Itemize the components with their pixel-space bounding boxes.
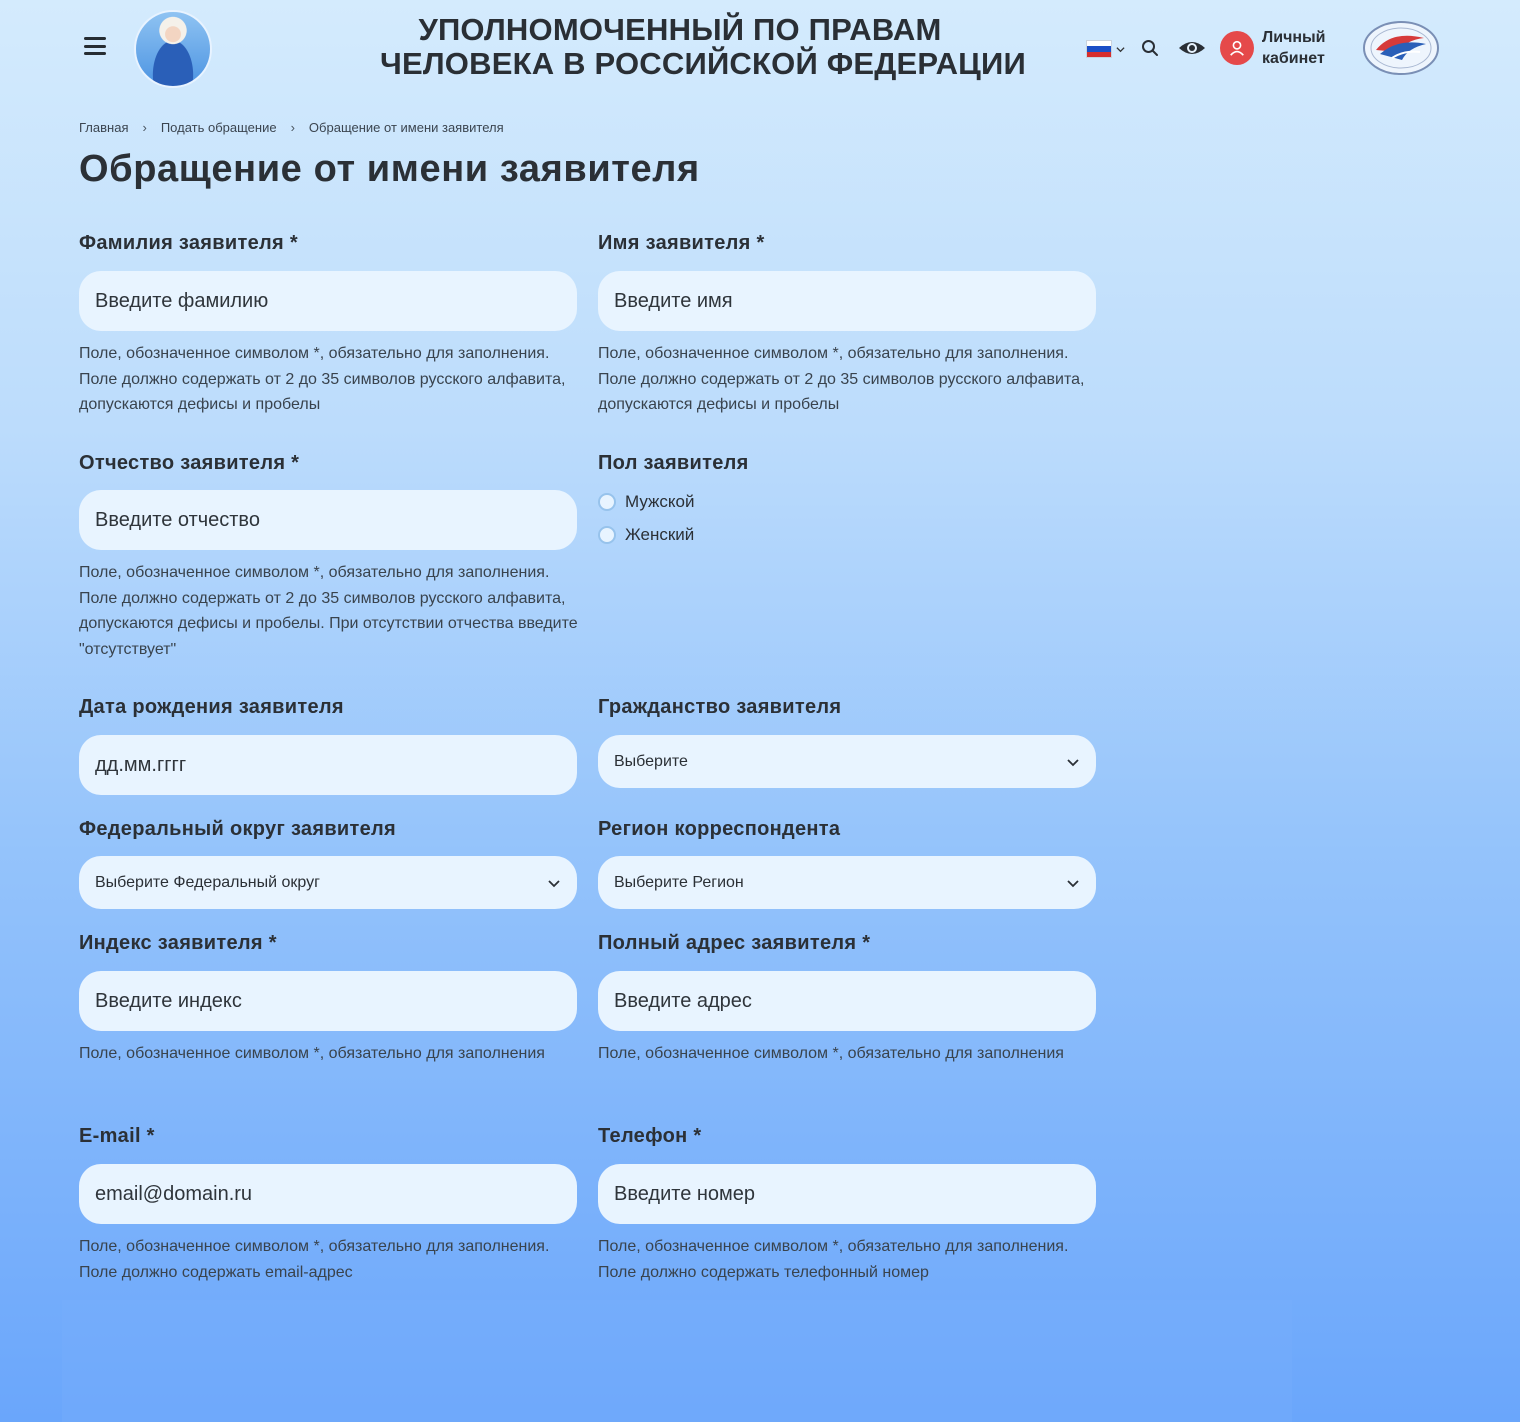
ombudsman-photo[interactable] [134, 10, 212, 88]
breadcrumb-home[interactable]: Главная [79, 120, 129, 135]
gender-radio-female[interactable] [598, 525, 694, 545]
index-hint: Поле, обозначенное символом *, обязательно для заполнения [79, 1045, 545, 1062]
cabinet-line1: Личный [1262, 29, 1326, 46]
chevron-right-icon: › [142, 120, 147, 135]
email-hint: Поле, обозначенное символом *, обязательно для заполнения. Поле должно содержать email-адрес [79, 1238, 550, 1281]
index-input[interactable] [79, 971, 577, 1031]
surname-hint: Поле, обозначенное символом *, обязательно для заполнения. Поле должно содержать от 2 до 35 символов русского алфавита, допускаются дефисы и пробелы [79, 345, 566, 414]
name-hint: Поле, обозначенное символом *, обязательно для заполнения. Поле должно содержать от 2 до 35 символов русского алфавита, допускаются дефисы и пробелы [598, 345, 1085, 414]
district-selected: Выберите Федеральный округ [95, 873, 320, 891]
district-label: Федеральный округ заявителя [79, 818, 397, 840]
personal-cabinet-link[interactable] [1220, 28, 1326, 68]
patronymic-hint: Поле, обозначенное символом *, обязательно для заполнения. Поле должно содержать от 2 до 35 символов русского алфавита, допускаются дефисы и пробелы. При отсутствии отчества введите "отсутствует" [79, 564, 578, 659]
flag-russia-icon[interactable] [1086, 40, 1112, 58]
region-label: Регион корреспондента [598, 818, 841, 840]
breadcrumb [79, 120, 504, 135]
breadcrumb-current: Обращение от имени заявителя [308, 120, 504, 135]
chevron-down-icon [1066, 876, 1080, 890]
citizenship-label: Гражданство заявителя [598, 696, 842, 718]
menu-icon[interactable] [84, 37, 106, 55]
form-footer-area [62, 1300, 1292, 1422]
district-select[interactable] [79, 856, 577, 909]
chevron-right-icon: › [290, 120, 295, 135]
email-input[interactable] [79, 1164, 577, 1224]
patronymic-input[interactable] [79, 490, 577, 550]
surname-input[interactable] [79, 271, 577, 331]
address-label: Полный адрес заявителя * [598, 932, 871, 954]
birthdate-input[interactable] [79, 735, 577, 795]
user-icon [1220, 31, 1254, 65]
birthdate-label: Дата рождения заявителя [79, 696, 344, 718]
page-title: Обращение от имени заявителя [79, 148, 700, 190]
address-input[interactable] [598, 971, 1096, 1031]
index-label: Индекс заявителя * [79, 932, 277, 954]
citizenship-selected: Выберите [614, 752, 688, 770]
site-title[interactable] [380, 12, 1026, 81]
emblem-logo[interactable] [1362, 20, 1440, 76]
chevron-down-icon [1066, 755, 1080, 769]
cabinet-line2: кабинет [1262, 50, 1325, 67]
gender-label: Пол заявителя [598, 452, 749, 474]
gender-male-label: Мужской [625, 492, 695, 511]
site-title-line1: УПОЛНОМОЧЕННЫЙ ПО ПРАВАМ [418, 12, 942, 47]
personal-cabinet-label [1262, 27, 1326, 69]
gender-radio-male[interactable] [598, 492, 695, 512]
surname-label: Фамилия заявителя * [79, 232, 298, 254]
radio-circle[interactable] [598, 526, 616, 544]
gender-female-label: Женский [625, 525, 695, 544]
address-hint: Поле, обозначенное символом *, обязательно для заполнения [598, 1045, 1064, 1062]
search-icon[interactable] [1140, 38, 1160, 58]
patronymic-label: Отчество заявителя * [79, 452, 300, 474]
name-label: Имя заявителя * [598, 232, 765, 254]
chevron-down-icon [547, 876, 561, 890]
phone-input[interactable] [598, 1164, 1096, 1224]
region-select[interactable] [598, 856, 1096, 909]
region-selected: Выберите Регион [614, 873, 744, 891]
chevron-down-icon[interactable] [1116, 45, 1125, 54]
site-header [0, 0, 1520, 100]
phone-label: Телефон * [598, 1125, 702, 1147]
citizenship-select[interactable] [598, 735, 1096, 788]
phone-hint: Поле, обозначенное символом *, обязательно для заполнения. Поле должно содержать телефонный номер [598, 1238, 1069, 1281]
site-title-line2: ЧЕЛОВЕКА В РОССИЙСКОЙ ФЕДЕРАЦИИ [380, 46, 1026, 81]
radio-circle[interactable] [598, 493, 616, 511]
name-input[interactable] [598, 271, 1096, 331]
breadcrumb-submit-appeal[interactable]: Подать обращение [160, 120, 277, 135]
email-label: E-mail * [79, 1125, 155, 1147]
eye-icon[interactable] [1178, 38, 1206, 58]
